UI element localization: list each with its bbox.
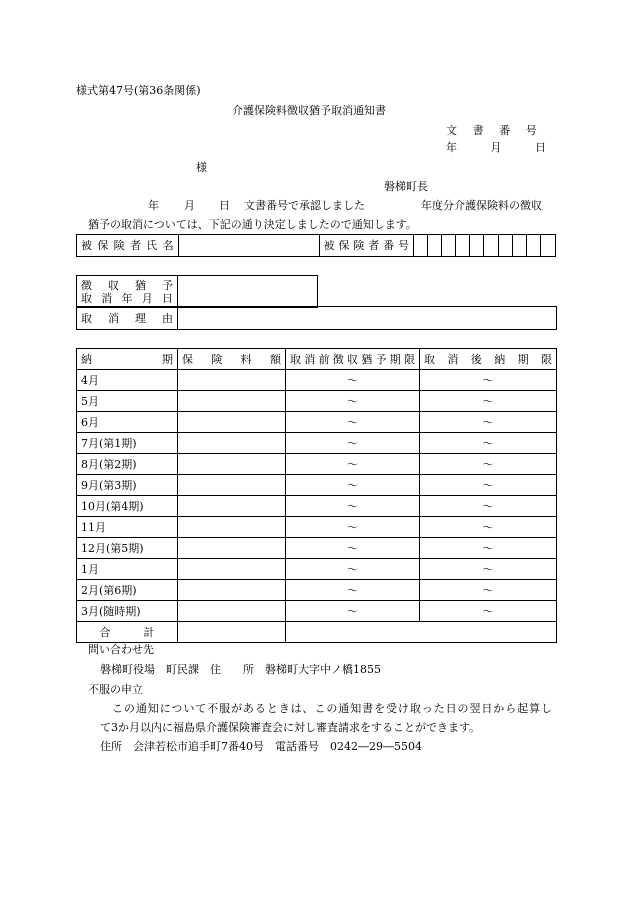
objection-heading: 不服の申立 xyxy=(88,683,143,696)
insured-number-digit[interactable] xyxy=(470,235,484,257)
inquiry-heading: 問い合わせ先 xyxy=(88,643,154,656)
pre-cancel-range-cell[interactable]: ～ xyxy=(286,517,420,538)
deferral-cancel-date-field[interactable] xyxy=(178,276,318,308)
premium-amount-cell[interactable] xyxy=(178,454,286,475)
insured-number-digit[interactable] xyxy=(540,235,555,257)
post-cancel-range-cell[interactable]: ～ xyxy=(420,454,557,475)
insured-number-digit[interactable] xyxy=(498,235,512,257)
premium-amount-cell[interactable] xyxy=(178,580,286,601)
pre-cancel-range-cell[interactable]: ～ xyxy=(286,433,420,454)
objection-address: 住所 会津若松市追手町7番40号 電話番号 0242―29―5504 xyxy=(100,740,422,753)
post-cancel-range-cell[interactable]: ～ xyxy=(420,391,557,412)
total-row xyxy=(77,622,557,643)
post-cancel-range-cell[interactable]: ～ xyxy=(420,538,557,559)
period-label: 8月(第2期) xyxy=(77,454,178,475)
period-label: 10月(第4期) xyxy=(77,496,178,517)
table-row xyxy=(77,601,557,622)
pre-cancel-range-cell[interactable]: ～ xyxy=(286,580,420,601)
insured-table xyxy=(76,234,556,257)
pre-cancel-range-cell[interactable]: ～ xyxy=(286,454,420,475)
post-cancel-range-cell[interactable]: ～ xyxy=(420,517,557,538)
insured-number-digit[interactable] xyxy=(428,235,442,257)
table-row xyxy=(77,370,557,391)
table-row xyxy=(77,433,557,454)
pre-cancel-range-cell[interactable]: ～ xyxy=(286,496,420,517)
premium-amount-cell[interactable] xyxy=(178,370,286,391)
table-row xyxy=(77,496,557,517)
insured-name-field[interactable] xyxy=(178,235,319,257)
table-row xyxy=(77,412,557,433)
cancel-reason-field[interactable] xyxy=(178,307,557,330)
objection-paragraph-1: この通知について不服があるときは、この通知書を受け取った日の翌日から起算し xyxy=(112,702,552,715)
post-cancel-range-cell[interactable]: ～ xyxy=(420,370,557,391)
premium-amount-cell[interactable] xyxy=(178,538,286,559)
insured-number-label: 被保険者番号 xyxy=(319,235,414,257)
reason-table xyxy=(76,306,557,330)
total-label: 合 計 xyxy=(77,622,178,643)
insured-number-digit[interactable] xyxy=(484,235,498,257)
premium-amount-cell[interactable] xyxy=(178,391,286,412)
total-amount-cell[interactable] xyxy=(178,622,286,643)
body-line-2: 猶予の取消については、下記の通り決定しましたので通知します。 xyxy=(88,218,417,231)
premium-amount-cell[interactable] xyxy=(178,601,286,622)
body-fiscal-year-text: 年度分介護保険料の徴収 xyxy=(421,199,542,212)
body-year: 年 xyxy=(148,199,159,212)
body-approval-text: 文書番号で承認しました xyxy=(244,199,365,212)
header-due-period: 納 期 xyxy=(77,349,178,370)
pre-cancel-range-cell[interactable]: ～ xyxy=(286,412,420,433)
pre-cancel-range-cell[interactable]: ～ xyxy=(286,538,420,559)
period-label: 12月(第5期) xyxy=(77,538,178,559)
post-cancel-range-cell[interactable]: ～ xyxy=(420,433,557,454)
period-label: 11月 xyxy=(77,517,178,538)
schedule-table xyxy=(76,348,557,643)
post-cancel-range-cell[interactable]: ～ xyxy=(420,580,557,601)
deferral-label-line-2: 取消年月日 xyxy=(81,291,173,305)
pre-cancel-range-cell[interactable]: ～ xyxy=(286,475,420,496)
period-label: 2月(第6期) xyxy=(77,580,178,601)
period-label: 9月(第3期) xyxy=(77,475,178,496)
table-row xyxy=(77,580,557,601)
period-label: 5月 xyxy=(77,391,178,412)
pre-cancel-range-cell[interactable]: ～ xyxy=(286,370,420,391)
post-cancel-range-cell[interactable]: ～ xyxy=(420,601,557,622)
post-cancel-range-cell[interactable]: ～ xyxy=(420,496,557,517)
insured-name-label: 被保険者氏名 xyxy=(77,235,179,257)
pre-cancel-range-cell[interactable]: ～ xyxy=(286,601,420,622)
period-label: 1月 xyxy=(77,559,178,580)
insured-number-digit[interactable] xyxy=(526,235,540,257)
insured-number-digit[interactable] xyxy=(442,235,456,257)
deferral-cancel-date-label xyxy=(77,276,178,308)
document-number-label: 文 書 番 号 xyxy=(446,124,543,137)
period-label: 4月 xyxy=(77,370,178,391)
pre-cancel-range-cell[interactable]: ～ xyxy=(286,559,420,580)
deferral-label-line-1: 徴 収 猶 予 xyxy=(81,278,173,292)
insured-number-digit[interactable] xyxy=(414,235,428,257)
period-label: 3月(随時期) xyxy=(77,601,178,622)
insured-number-digit[interactable] xyxy=(512,235,526,257)
insured-number-digit[interactable] xyxy=(456,235,470,257)
post-cancel-range-cell[interactable]: ～ xyxy=(420,412,557,433)
table-row xyxy=(77,517,557,538)
objection-paragraph-2: て3か月以内に福島県介護保険審査会に対し審査請求をすることができます。 xyxy=(100,721,481,734)
date-line: 年 月 日 xyxy=(446,141,550,154)
cancel-reason-label: 取 消 理 由 xyxy=(77,307,178,330)
pre-cancel-range-cell[interactable]: ～ xyxy=(286,391,420,412)
table-row xyxy=(77,454,557,475)
post-cancel-range-cell[interactable]: ～ xyxy=(420,559,557,580)
issuer: 磐梯町長 xyxy=(384,180,428,193)
period-label: 7月(第1期) xyxy=(77,433,178,454)
table-row xyxy=(77,538,557,559)
body-month: 月 xyxy=(184,199,195,212)
inquiry-line: 磐梯町役場 町民課 住 所 磐梯町大字中ノ橋1855 xyxy=(100,663,381,676)
table-row xyxy=(77,391,557,412)
header-pre-cancel-deferral-limit: 取消前徴収猶予期限 xyxy=(286,349,420,370)
header-post-cancel-due-date: 取 消 後 納 期 限 xyxy=(420,349,557,370)
post-cancel-range-cell[interactable]: ～ xyxy=(420,475,557,496)
premium-amount-cell[interactable] xyxy=(178,433,286,454)
total-blank-cell xyxy=(286,622,557,643)
period-label: 6月 xyxy=(77,412,178,433)
premium-amount-cell[interactable] xyxy=(178,412,286,433)
table-row xyxy=(77,475,557,496)
form-number: 様式第47号(第36条関係) xyxy=(76,84,201,97)
header-premium-amount: 保 険 料 額 xyxy=(178,349,286,370)
page-title: 介護保険料徴収猶予取消通知書 xyxy=(232,104,386,117)
premium-amount-cell[interactable] xyxy=(178,517,286,538)
body-day: 日 xyxy=(219,199,230,212)
premium-amount-cell[interactable] xyxy=(178,496,286,517)
addressee-suffix: 様 xyxy=(196,161,207,174)
premium-amount-cell[interactable] xyxy=(178,559,286,580)
deferral-table xyxy=(76,275,318,308)
premium-amount-cell[interactable] xyxy=(178,475,286,496)
table-row xyxy=(77,559,557,580)
